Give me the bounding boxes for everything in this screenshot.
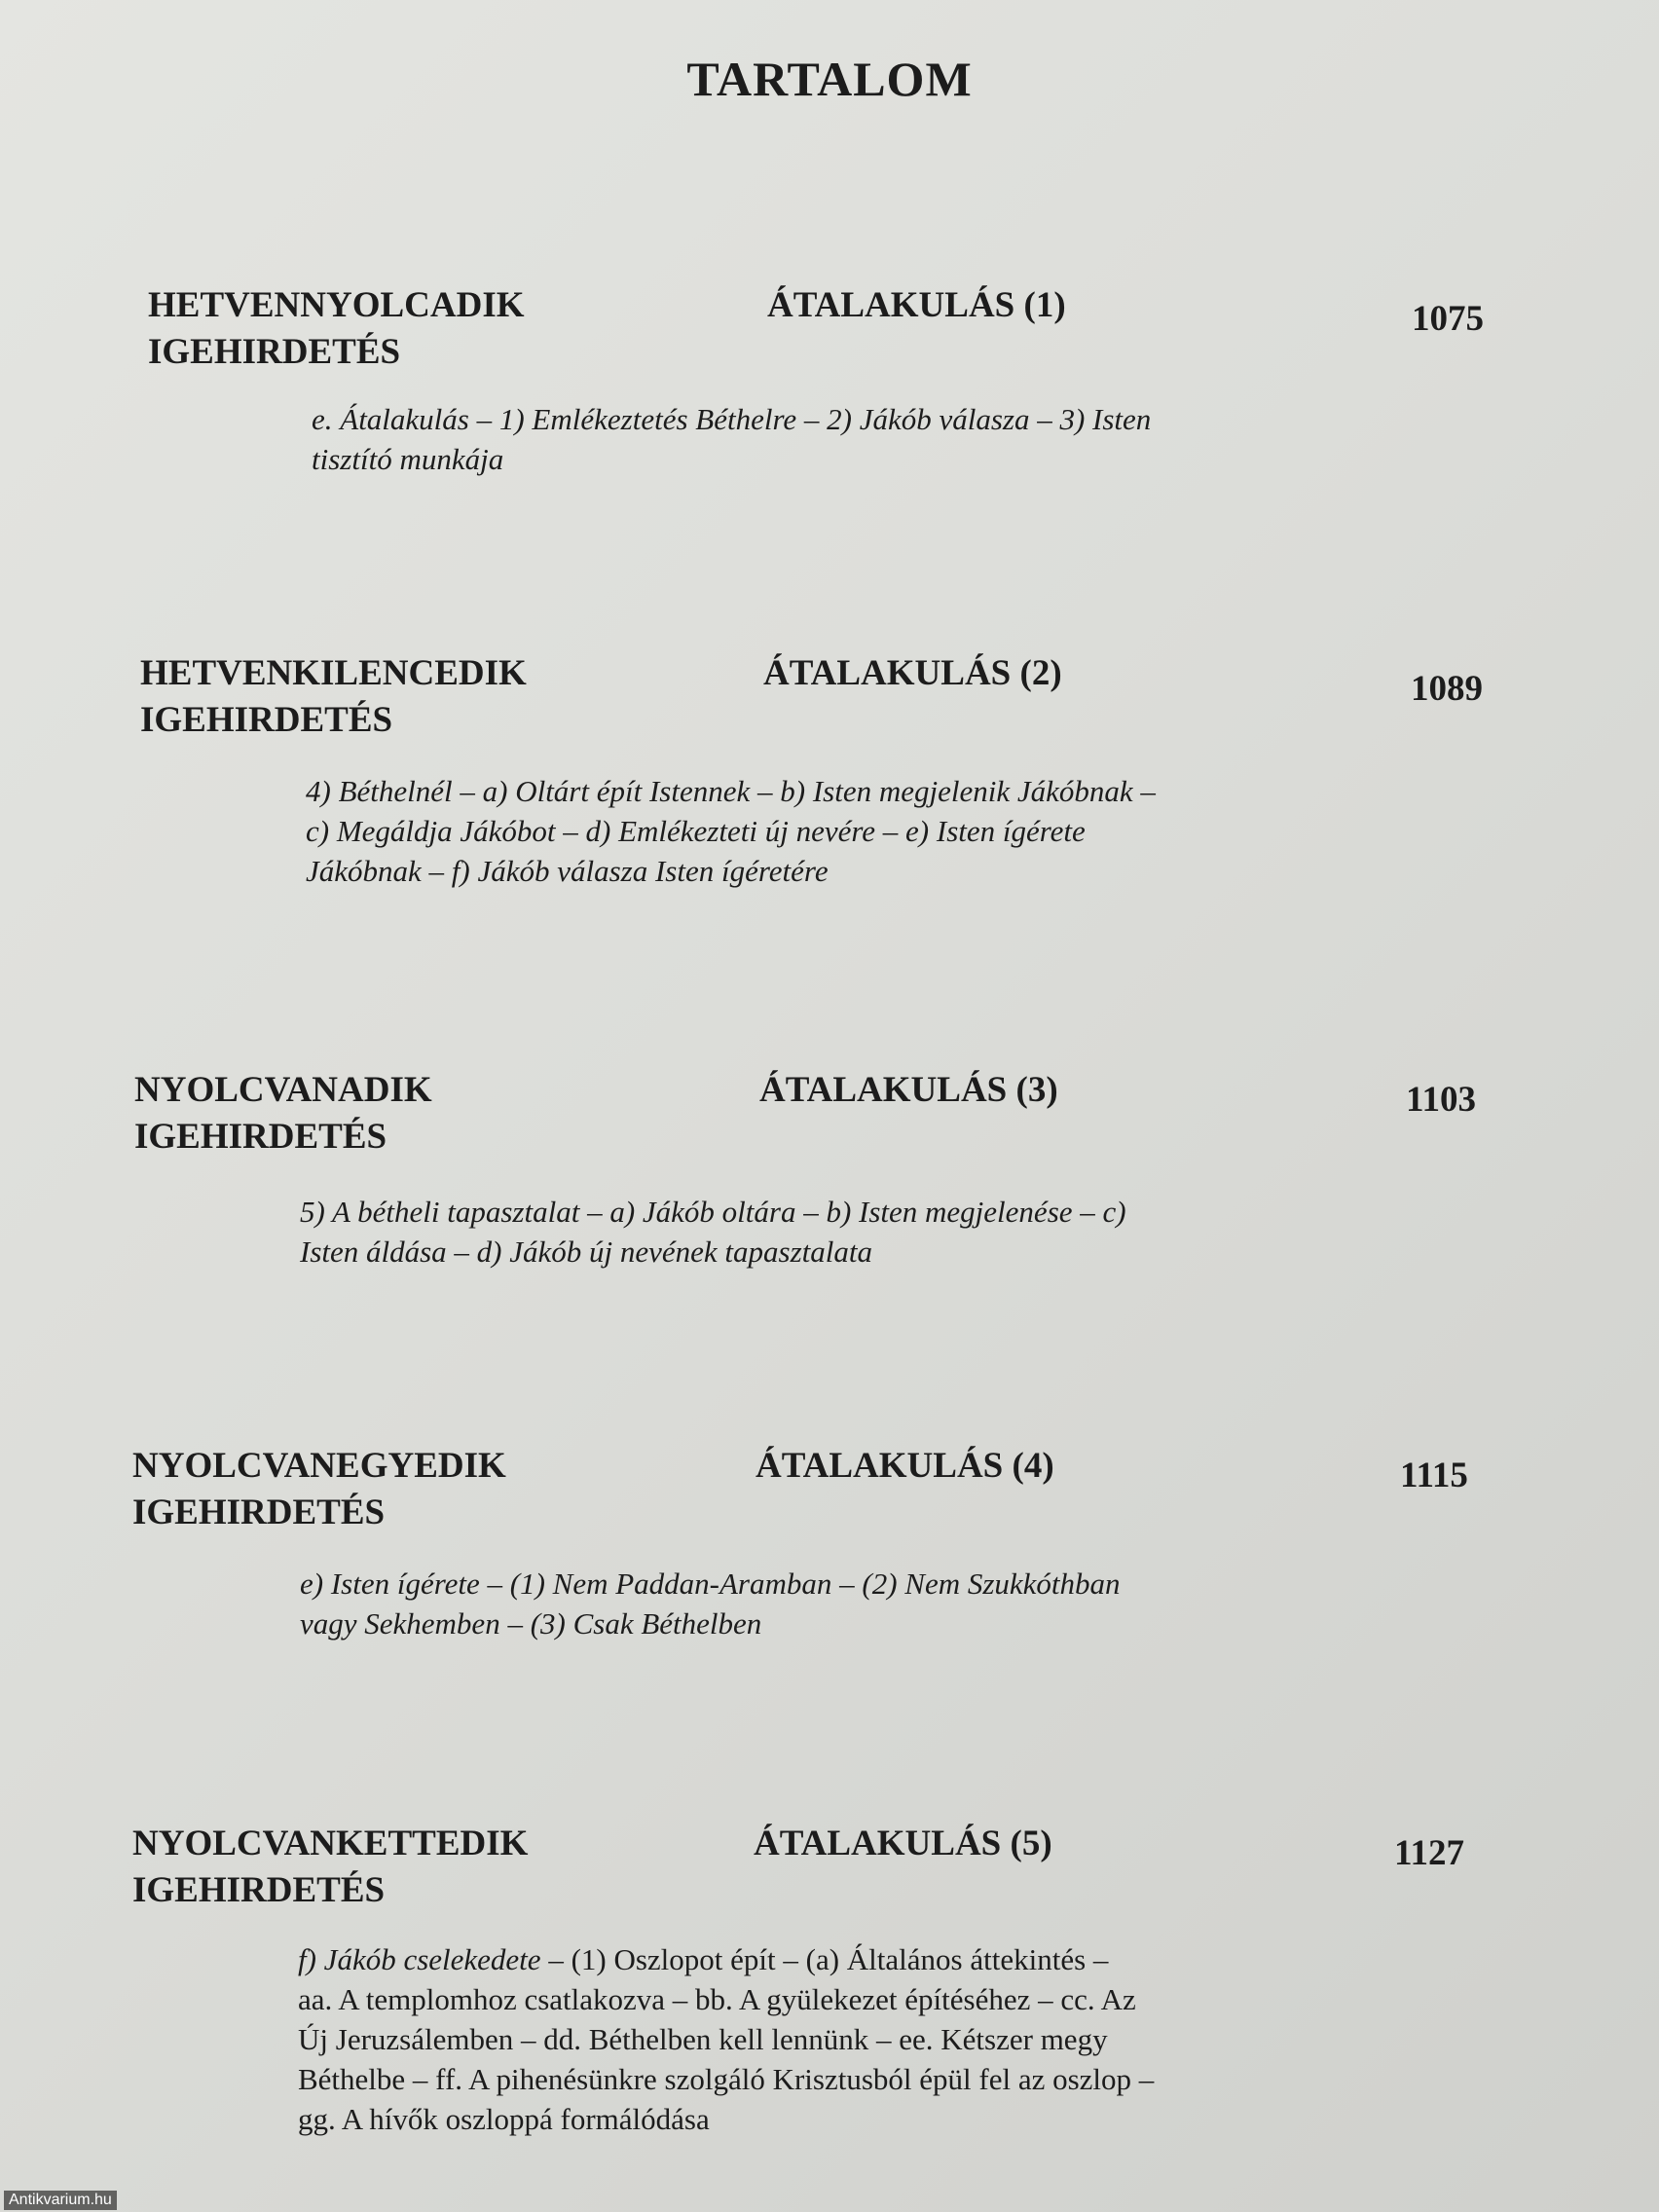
sermon-outline: e) Isten ígérete – (1) Nem Paddan-Aramban – (2) Nem Szukkóthban vagy Sekhemben – (3) Csak Béthelben bbox=[300, 1567, 1121, 1641]
sermon-outline: e. Átalakulás – 1) Emlékeztetés Béthelre – 2) Jákób válasza – 3) Isten tisztító munkája bbox=[312, 402, 1152, 476]
page-number: 1103 bbox=[1406, 1080, 1476, 1120]
sermon-label: NYOLCVANEGYEDIK IGEHIRDETÉS bbox=[132, 1446, 506, 1532]
sermon-label: HETVENKILENCEDIK IGEHIRDETÉS bbox=[140, 653, 527, 740]
sermon-topic: ÁTALAKULÁS (5) bbox=[754, 1824, 1052, 1863]
sermon-topic: ÁTALAKULÁS (1) bbox=[767, 285, 1066, 325]
sermon-topic: ÁTALAKULÁS (2) bbox=[763, 653, 1062, 693]
page-number: 1089 bbox=[1411, 669, 1483, 709]
page-number: 1075 bbox=[1412, 299, 1484, 339]
sermon-topic: ÁTALAKULÁS (3) bbox=[759, 1070, 1058, 1110]
sermon-label: HETVENNYOLCADIK IGEHIRDETÉS bbox=[148, 285, 525, 372]
sermon-label: NYOLCVANKETTEDIK IGEHIRDETÉS bbox=[132, 1824, 529, 1910]
page-title: TARTALOM bbox=[686, 52, 973, 106]
sermon-outline: 4) Béthelnél – a) Oltárt épít Istennek – b) Isten megjelenik Jákóbnak – c) Megáldja Jákóbot – d) Emlékezteti új nevére – e) Isten ígérete Jákóbnak – f) Jákób válasza Isten ígéretére bbox=[306, 774, 1156, 888]
page-number: 1115 bbox=[1400, 1456, 1468, 1495]
sermon-outline: f) Jákób cselekedete – (1) Oszlopot épít – (a) Általános áttekintés – aa. A templomhoz csatlakozva – bb. A gyülekezet építéséhez – cc. Az Új Jeruzsálemben – dd. Béthelben kell lennünk – ee. Kétszer megy Béthelbe – ff. A pihenésünkre szolgáló Krisztusból épül fel az oszlop – gg. A hívők oszloppá formálódása bbox=[298, 1942, 1155, 2136]
sermon-outline: 5) A bétheli tapasztalat – a) Jákób oltára – b) Isten megjelenése – c) Isten áldása – d) Jákób új nevének tapasztalata bbox=[300, 1195, 1126, 1269]
site-watermark: Antikvarium.hu bbox=[4, 2191, 117, 2210]
sermon-topic: ÁTALAKULÁS (4) bbox=[756, 1446, 1054, 1486]
sermon-label: NYOLCVANADIK IGEHIRDETÉS bbox=[134, 1070, 432, 1157]
page-number: 1127 bbox=[1394, 1833, 1464, 1873]
